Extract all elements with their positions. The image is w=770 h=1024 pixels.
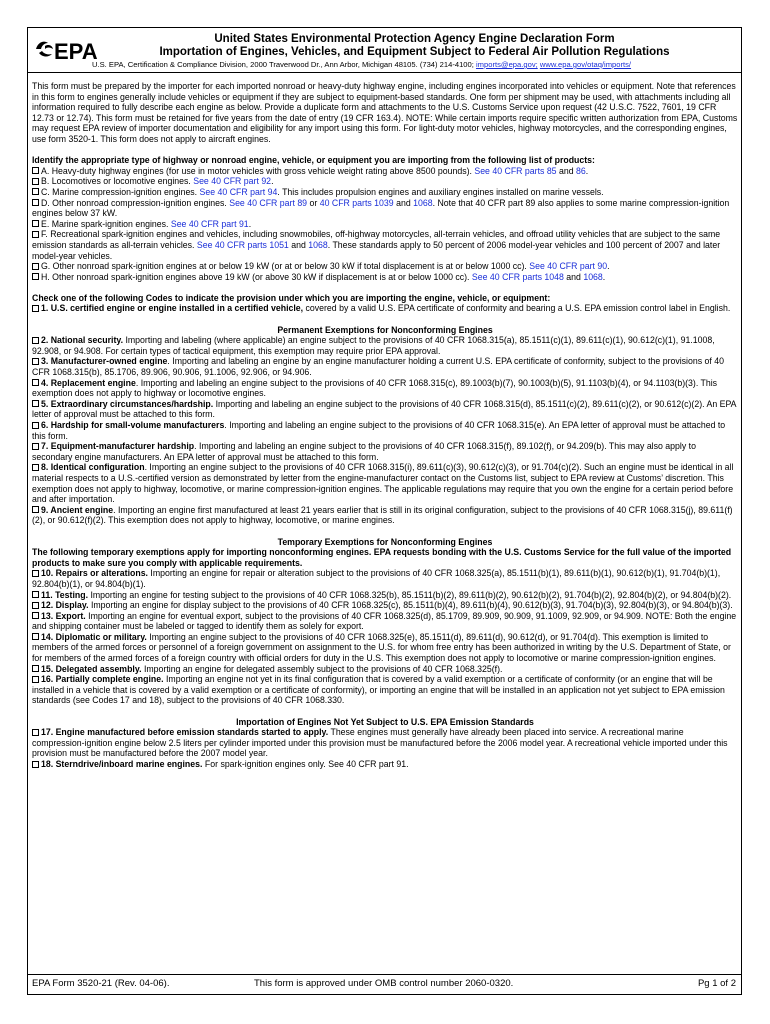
code-12: 12. Display. Importing an engine for display subject to the provisions of 40 CFR 1068.325(c), 85.1511(b)(4), 89.611(b)(4), 90.612(b)(3), 91.704(b)(3), 92.804(b)(3), or 94.804(b)(3). bbox=[32, 600, 738, 611]
cfr-link[interactable]: See 40 CFR part 90 bbox=[529, 261, 608, 272]
header-divider bbox=[28, 72, 741, 73]
checkbox-icon[interactable] bbox=[32, 761, 39, 768]
checkbox-icon[interactable] bbox=[32, 400, 39, 407]
code-17: 17. Engine manufactured before emission standards started to apply. These engines must generally have already been placed into service. A recreational marine compression-ignition engine below 2.5 liters per cylinder imported under this provision must be manufactured before the 2006 model year. A recreational vehicle imported under this provision must be manufactured before the 2007 model year. bbox=[32, 727, 728, 759]
code-16: 16. Partially complete engine. Importing an engine not yet in its final configuration that is covered by a valid exemption or a certificate of conformity (or an engine that will be installed in a vehicle that is covered by a valid exemption or a certificate of conformity), or importing an engine that will be installed in an application not yet subject to EPA emission standards (see Codes 17 and 18), subject to the provisions of 40 CFR 1068.330. bbox=[32, 674, 725, 706]
form-title: United States Environmental Protection Agency Engine Declaration Form bbox=[214, 33, 615, 45]
checkbox-icon[interactable] bbox=[32, 379, 39, 386]
form-page bbox=[27, 27, 742, 995]
office-address: U.S. EPA, Certification & Compliance Division, 2000 Traverwood Dr., Ann Arbor, Michigan 48105. (734) 214-4100; imports@epa.gov; www.epa.gov/otaq/imports/ bbox=[92, 60, 632, 69]
cfr-link[interactable]: See 40 CFR part 92 bbox=[193, 176, 272, 187]
form-header bbox=[28, 28, 741, 72]
code-9: 9. Ancient engine. Importing an engine first manufactured at least 21 years earlier that is still in its original configuration, subject to the provisions of 40 CFR 1068.315(j), 89.611(f)(2), or 90.612(f)(2). This exemption does not apply to highway, locomotive, or marine engines. bbox=[32, 504, 733, 526]
type-option-e: E. Marine spark-ignition engines. See 40 CFR part 91. bbox=[32, 219, 738, 230]
checkbox-icon[interactable] bbox=[32, 729, 39, 736]
checkbox-icon[interactable] bbox=[32, 358, 39, 365]
website-link[interactable]: www.epa.gov/otaq/imports/ bbox=[539, 60, 632, 69]
code-18: 18. Sterndrive/inboard marine engines. For spark-ignition engines only. See 40 CFR part 91. bbox=[32, 759, 738, 770]
checkbox-icon[interactable] bbox=[32, 305, 39, 312]
cfr-link[interactable]: See 40 CFR part 91 bbox=[170, 218, 249, 229]
code-15: 15. Delegated assembly. Importing an engine for delegated assembly subject to the provisions of 40 CFR 1068.325(f). bbox=[32, 664, 738, 675]
cfr-link[interactable]: 86 bbox=[576, 165, 586, 176]
type-option-a: A. Heavy-duty highway engines (for use in motor vehicles with gross vehicle weight rating above 8500 pounds). See 40 CFR parts 85 and 86. bbox=[32, 166, 738, 177]
checkbox-icon[interactable] bbox=[32, 273, 39, 280]
temporary-intro: The following temporary exemptions apply for importing nonconforming engines. EPA requests bonding with the U.S. Customs Service for the full value of the imported products to make sure you comply with applicable requirements. bbox=[32, 547, 732, 568]
checkbox-icon[interactable] bbox=[32, 167, 39, 174]
checkbox-icon[interactable] bbox=[32, 506, 39, 513]
checkbox-icon[interactable] bbox=[32, 602, 39, 609]
checkbox-icon[interactable] bbox=[32, 263, 39, 270]
types-heading: Identify the appropriate type of highway or nonroad engine, vehicle, or equipment you are importing from the following list of products: bbox=[32, 155, 595, 166]
cfr-link[interactable]: See 40 CFR parts 1048 bbox=[471, 271, 564, 282]
checkbox-icon[interactable] bbox=[32, 199, 39, 206]
temporary-heading: Temporary Exemptions for Nonconforming Engines bbox=[277, 536, 493, 547]
checkbox-icon[interactable] bbox=[32, 188, 39, 195]
checkbox-icon[interactable] bbox=[32, 231, 39, 238]
type-option-d: D. Other nonroad compression-ignition engines. See 40 CFR part 89 or 40 CFR parts 1039 and 1068. Note that 40 CFR part 89 also applies to some marine compression-ignition engines below 37 kW. bbox=[32, 197, 730, 219]
code-6: 6. Hardship for small-volume manufacturers. Importing and labeling an engine subject to the provisions of 40 CFR 1068.315(e). An EPA letter of approval must be attached to this form. bbox=[32, 420, 726, 441]
type-option-b: B. Locomotives or locomotive engines. See 40 CFR part 92. bbox=[32, 176, 738, 187]
not-subject-heading: Importation of Engines Not Yet Subject to U.S. EPA Emission Standards bbox=[236, 716, 534, 727]
code-8: 8. Identical configuration. Importing an engine subject to the provisions of 40 CFR 1068.315(i), 89.611(c)(3), 90.612(c)(3), or 91.704(c)(2). Such an engine must be identical in all material respects to a U.S.-certified version as demonstrated by letter from the engine-manufacturer contact on the Customs list, subject to EPA review at Customs’ discretion. This exemption does not apply to highway, locomotive, or marine compression-ignition engines. The applicable regulations may require that you own the engine for a certain period before and after importation. bbox=[32, 462, 734, 505]
cfr-link[interactable]: See 40 CFR part 94 bbox=[199, 186, 278, 197]
checkbox-icon[interactable] bbox=[32, 464, 39, 471]
type-option-g: G. Other nonroad spark-ignition engines at or below 19 kW (or at or below 30 kW if total displacement is at or below 1000 cc). See 40 CFR part 90. bbox=[32, 261, 738, 272]
cfr-link[interactable]: 1068 bbox=[413, 197, 433, 208]
email-link[interactable]: imports@epa.gov; bbox=[475, 60, 538, 69]
permanent-heading: Permanent Exemptions for Nonconforming Engines bbox=[277, 324, 493, 335]
code-14: 14. Diplomatic or military. Importing an engine subject to the provisions of 40 CFR 1068.325(e), 85.1511(d), 89.611(d), 90.612(d), or 91.704(d). This exemption is limited to members of the armed forces or personnel of a foreign government on assignment to the U.S. for whom free entry has been authorized in writing by the U.S. Department of State, or for members of the armed forces of a foreign country with official orders for duty in the U.S. This exemption does not apply to locomotive or marine compression-ignition engines. bbox=[32, 631, 731, 664]
intro-paragraph: This form must be prepared by the importer for each imported nonroad or heavy-duty highway engine, including engines incorporated into vehicles or equipment. Note that references in this form to engines generally include vehicles or equipment if they are subject to equipment-based standards. One form per shipment may be used, with attachments including all information required to fully describe each engine as below. Provide a duplicate form and attachments to the U.S. Customs Service upon request (42 U.S.C. 7522, 7601, 19 CFR 12.73 or 12.74). This form must be retained for five years from the date of entry (19 CFR 163.4). NOTE: While certain imports require specific written authorization from EPA, Customs may request EPA review of importer documentation and eligibility for any import using this form. For light-duty motor vehicles, highway motorcycles, and the corresponding engines, use form 3520-1. This form does not apply to aircraft engines. bbox=[32, 81, 738, 144]
checkbox-icon[interactable] bbox=[32, 443, 39, 450]
code-11: 11. Testing. Importing an engine for testing subject to the provisions of 40 CFR 1068.325(b), 85.1511(b)(2), 89.611(b)(2), 90.612(b)(2), 91.704(b)(2), 92.804(b)(2), or 94.804(b)(2). bbox=[32, 590, 738, 601]
svg-text:EPA: EPA bbox=[54, 39, 98, 63]
code-1: 1. U.S. certified engine or engine installed in a certified vehicle, covered by a valid U.S. EPA certificate of conformity and bearing a U.S. EPA emission control label in English. bbox=[32, 303, 738, 314]
form-footer bbox=[28, 975, 741, 993]
code-7: 7. Equipment-manufacturer hardship. Importing and labeling an engine subject to the provisions of 40 CFR 1068.315(f), 89.102(f), or 94.209(b). This may also apply to secondary engine manufacturers. An EPA letter of approval must be attached to this form. bbox=[32, 441, 696, 462]
checkbox-icon[interactable] bbox=[32, 665, 39, 672]
form-subtitle: Importation of Engines, Vehicles, and Equipment Subject to Federal Air Pollution Regulations bbox=[159, 46, 670, 58]
code-13: 13. Export. Importing an engine for eventual export, subject to the provisions of 40 CFR 1068.325(d), 85.1709, 89.909, 90.909, 91.1009, 92.909, or 94.909. NOTE: Both the engine and shipping container must be labeled or tagged to identify them as solely for export. bbox=[32, 610, 737, 632]
page-number: Pg 1 of 2 bbox=[697, 978, 736, 989]
checkbox-icon[interactable] bbox=[32, 422, 39, 429]
cfr-link[interactable]: See 40 CFR parts 85 bbox=[474, 165, 557, 176]
code-10: 10. Repairs or alterations. Importing an engine for repair or alteration subject to the provisions of 40 CFR 1068.325(a), 85.1511(b)(1), 89.611(b)(1), 90.612(b)(1), 91.704(b)(1), 92.804(b)(1), or 94.804(b)(1). bbox=[32, 568, 721, 589]
cfr-link[interactable]: 40 CFR parts 1039 bbox=[319, 197, 394, 208]
omb-notice: This form is approved under OMB control number 2060-0320. bbox=[254, 978, 514, 989]
cfr-link[interactable]: See 40 CFR parts 1051 bbox=[196, 239, 289, 250]
code-5: 5. Extraordinary circumstances/hardship. Importing and labeling an engine subject to the provisions of 40 CFR 1068.315(d), 85.1511(c)(2), 89.611(c)(2), or 90.612(c)(2). An EPA letter of approval must be attached to this form. bbox=[32, 398, 737, 420]
checkbox-icon[interactable] bbox=[32, 178, 39, 185]
type-option-c: C. Marine compression-ignition engines. See 40 CFR part 94. This includes propulsion engines and auxiliary engines installed on marine vessels. bbox=[32, 187, 738, 198]
cfr-link[interactable]: See 40 CFR part 89 bbox=[229, 197, 308, 208]
checkbox-icon[interactable] bbox=[32, 220, 39, 227]
checkbox-icon[interactable] bbox=[32, 591, 39, 598]
form-body bbox=[32, 81, 738, 770]
checkbox-icon[interactable] bbox=[32, 570, 39, 577]
code-2: 2. National security. Importing and labeling (where applicable) an engine subject to the provisions of 40 CFR 1068.315(a), 85.1511(c)(1), 89.611(c)(1), 90.612(c)(1), 91.1008, 92.908, or 94.908. For certain types of tactical equipment, this exemption may require prior EPA approval. bbox=[32, 335, 715, 356]
cfr-link[interactable]: 1068 bbox=[308, 239, 328, 250]
code-4: 4. Replacement engine. Importing and labeling an engine subject to the provisions of 40 CFR 1068.315(c), 89.1003(b)(7), 90.1003(b)(5), 91.1103(b)(4), or 94.1103(b)(3). This exemption does not apply to highway or locomotive engines. bbox=[32, 377, 718, 399]
checkbox-icon[interactable] bbox=[32, 633, 39, 640]
checkbox-icon[interactable] bbox=[32, 337, 39, 344]
cfr-link[interactable]: 1068 bbox=[583, 271, 603, 282]
form-number: EPA Form 3520-21 (Rev. 04-06). bbox=[32, 978, 170, 989]
checkbox-icon[interactable] bbox=[32, 612, 39, 619]
checkbox-icon[interactable] bbox=[32, 676, 39, 683]
code-3: 3. Manufacturer-owned engine. Importing and labeling an engine by an engine manufacturer holding a current U.S. EPA certificate of conformity, subject to the provisions of 40 CFR 1068.315(b), 85.1706, 89.906, 90.906, 91.1006, 92.906, or 94.906. bbox=[32, 356, 724, 378]
type-option-f: F. Recreational spark-ignition engines and vehicles, including snowmobiles, off-highway motorcycles, all-terrain vehicles, and offroad utility vehicles that are subject to the same emission standards as all-terrain vehicles. See 40 CFR parts 1051 and 1068. These standards apply to 50 percent of 2006 model-year vehicles and 100 percent of 2007 and later model-year vehicles. bbox=[32, 229, 721, 261]
type-option-h: H. Other nonroad spark-ignition engines above 19 kW (or above 30 kW if displacement is at or below 1000 cc). See 40 CFR parts 1048 and 1068. bbox=[32, 272, 738, 283]
codes-heading: Check one of the following Codes to indicate the provision under which you are importing the engine, vehicle, or equipment: bbox=[32, 292, 551, 303]
